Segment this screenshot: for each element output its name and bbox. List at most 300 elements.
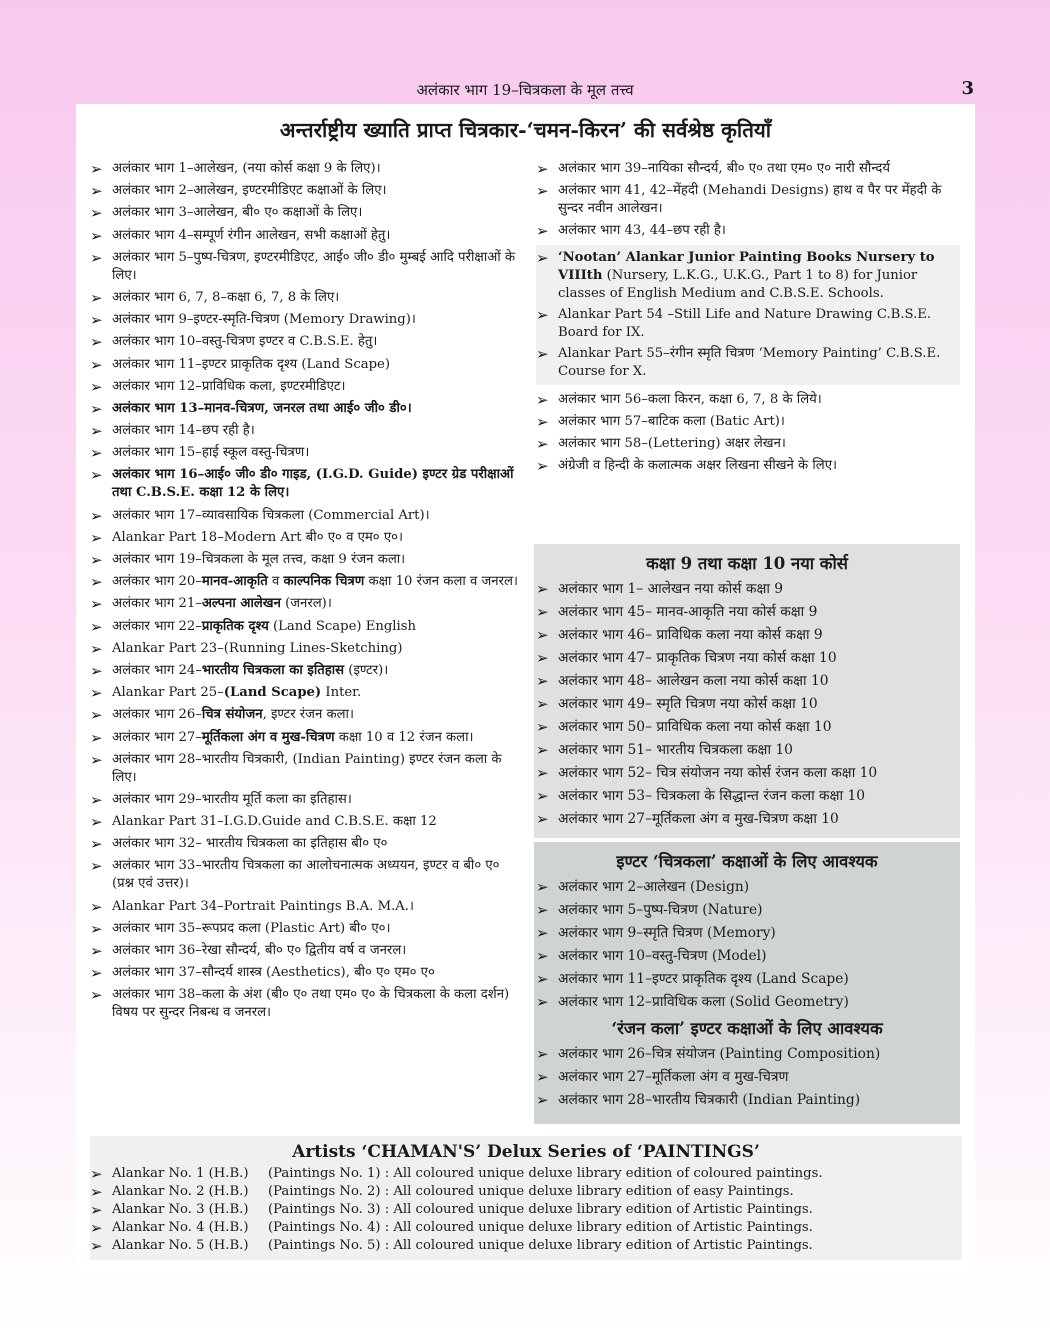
arrow-bullet-icon: ➢ [536,305,549,324]
list-item-text [112,378,520,396]
arrow-bullet-icon: ➢ [536,970,549,988]
arrow-bullet-icon: ➢ [90,1183,103,1201]
list-item [534,787,960,805]
list-item-text [558,626,960,644]
bold-text: मूर्तिकला अंग व मुख-चित्रण [201,729,335,745]
list-item-text [112,204,520,222]
arrow-bullet-icon: ➢ [536,695,549,713]
list-item-text [558,947,960,965]
text-segment: अलंकार भाग 51– भारतीय चित्रकला कक्षा 10 [558,742,793,758]
junior-books-box [536,245,960,385]
arrow-bullet-icon: ➢ [90,1201,103,1219]
text-segment: अलंकार भाग 19–चित्रकला के मूल तत्त्व, कक्षा 9 रंजन कला। [112,552,406,567]
list-item [536,413,960,431]
arrow-bullet-icon: ➢ [90,506,103,525]
list-item-text [558,580,960,598]
text-segment: अलंकार भाग 41, 42–मेंहदी (Mehandi Designs) हाथ व पैर पर मेंहदी के सुन्दर नवीन आलेखन। [558,183,942,217]
arrow-bullet-icon: ➢ [536,649,549,667]
deluxe-series-list [90,1165,962,1255]
text-segment: अलंकार भाग 4–सम्पूर्ण रंगीन आलेखन, सभी कक्षाओं हेतु। [112,227,391,243]
list-item [90,466,520,502]
arrow-bullet-icon: ➢ [90,182,103,201]
arrow-bullet-icon: ➢ [90,750,103,769]
list-item [534,924,960,942]
list-item [90,289,520,307]
deluxe-book-description: (Paintings No. 5) : All coloured unique deluxe library edition of Artistic Paintings. [268,1238,813,1253]
deluxe-book-description: (Paintings No. 1) : All coloured unique deluxe library edition of coloured paintings. [268,1166,823,1181]
text-segment: अलंकार भाग 21– [112,596,202,612]
text-segment: अलंकार भाग 37–सौन्दर्य शास्त्र (Aesthetics), बी० ए० एम० ए० [112,965,435,981]
list-item-text [112,507,520,525]
list-item [90,942,520,960]
list-item-text [558,901,960,919]
text-segment: अलंकार भाग 39–नायिका सौन्दर्य, बी० ए० तथा एम० ए० नारी सौन्दर्य [558,161,891,176]
list-item [90,751,520,787]
text-segment: अलंकार भाग 38–कला के अंश (बी० ए० तथा एम० ए० के चित्रकला के कला दर्शन) विषय पर सुन्दर निबन्ध व जनरल। [112,987,510,1021]
list-item [534,741,960,759]
list-item-text [112,289,520,307]
deluxe-book-description: (Paintings No. 2) : All coloured unique deluxe library edition of easy Paintings. [268,1184,794,1199]
list-item-text [112,551,520,569]
arrow-bullet-icon: ➢ [536,901,549,919]
list-item-text [558,391,960,409]
list-item-text [558,306,960,342]
text-segment: अलंकार भाग 17–व्यावसायिक चित्रकला (Commercial Art)। [112,507,430,523]
list-item [90,400,520,418]
bold-text: अलंकार भाग 13–मानव-चित्रण, जनरल तथा आई० जी० डी०। [112,400,412,416]
text-segment: कक्षा 10 रंजन कला व जनरल। [364,574,518,590]
arrow-bullet-icon: ➢ [90,160,103,178]
arrow-bullet-icon: ➢ [90,942,103,960]
text-segment: Alankar Part 18–Modern Art बी० ए० व एम० ए०। [112,529,403,545]
text-segment: Inter. [321,685,362,701]
list-item [90,920,520,938]
list-item-text [558,1091,960,1109]
inter-drawing-list [534,878,960,1011]
arrow-bullet-icon: ➢ [90,444,103,463]
list-item [90,662,520,680]
list-item [536,222,960,240]
deluxe-book-name: Alankar No. 3 (H.B.) [112,1202,249,1217]
list-item-text [112,573,520,591]
arrow-bullet-icon: ➢ [536,457,549,476]
list-item [536,391,960,409]
list-item-text [558,993,960,1011]
page-header [0,78,1050,102]
arrow-bullet-icon: ➢ [90,466,103,485]
text-segment: (Nursery, L.K.G., U.K.G., Part 1 to 8) for Junior classes of English Medium and C.B.S.E. Schools. [558,267,918,301]
text-segment: (Land Scape) English [268,618,417,634]
list-item [90,706,520,724]
arrow-bullet-icon: ➢ [90,311,103,330]
arrow-bullet-icon: ➢ [90,835,103,854]
list-item [534,1045,960,1063]
text-segment: अलंकार भाग 36–रेखा सौन्दर्य, बी० ए० द्वितीय वर्ष व जनरल। [112,943,407,958]
bold-text: अल्पना आलेखन [201,596,281,612]
list-item-text [112,751,520,787]
list-item-text [558,810,960,828]
list-item [534,901,960,919]
bold-text: मानव-आकृति [201,574,268,590]
arrow-bullet-icon: ➢ [536,434,549,453]
arrow-bullet-icon: ➢ [90,639,103,658]
text-segment: कक्षा 10 व 12 रंजन कला। [334,729,474,745]
list-item-text [558,160,960,178]
list-item [534,947,960,965]
list-item-text [112,640,520,658]
text-segment: अलंकार भाग 32– भारतीय चित्रकला का इतिहास बी० ए० [112,836,388,852]
text-segment: अलंकार भाग 27– [112,729,202,745]
arrow-bullet-icon: ➢ [536,580,549,598]
list-item-text [112,422,520,440]
right-list-top [536,160,960,240]
text-segment: अलंकार भाग 48– आलेखन कला नया कोर्स कक्षा 10 [558,673,829,689]
text-segment: Alankar Part 55–रंगीन स्मृति चित्रण ‘Memory Painting’ C.B.S.E. Course for X. [558,345,941,379]
arrow-bullet-icon: ➢ [536,878,549,896]
list-item [90,964,520,982]
arrow-bullet-icon: ➢ [90,248,103,267]
list-item [90,857,520,893]
list-item [536,160,960,178]
arrow-bullet-icon: ➢ [90,595,103,614]
arrow-bullet-icon: ➢ [90,422,103,441]
arrow-bullet-icon: ➢ [90,1165,103,1183]
arrow-bullet-icon: ➢ [90,528,103,547]
text-segment: अलंकार भाग 14–छप रही है। [112,423,255,439]
text-segment: अलंकार भाग 53– चित्रकला के सिद्धान्त रंजन कला कक्षा 10 [558,788,866,804]
list-item [534,993,960,1011]
list-item [90,684,520,702]
text-segment: अलंकार भाग 10–वस्तु-चित्रण इण्टर व C.B.S.E. हेतु। [112,334,378,350]
ranjan-kala-title: ‘रंजन कला’ इण्टर कक्षाओं के लिए आवश्यक [611,1019,883,1038]
list-item-text [558,970,960,988]
bold-text: भारतीय चित्रकला का इतिहास [201,662,345,678]
list-item-text [558,1068,960,1086]
list-item-text [558,435,960,453]
list-item [90,791,520,809]
text-segment: अलंकार भाग 2–आलेखन, इण्टरमीडिएट कक्षाओं के लिए। [112,183,387,199]
list-item [534,970,960,988]
list-item [536,345,960,381]
arrow-bullet-icon: ➢ [90,986,103,1005]
list-item [90,507,520,525]
arrow-bullet-icon: ➢ [536,182,549,201]
arrow-bullet-icon: ➢ [90,897,103,916]
text-segment: अलंकार भाग 5–पुष्प-चित्रण (Nature) [558,902,763,918]
list-item [90,160,520,178]
text-segment: अलंकार भाग 3–आलेखन, बी० ए० कक्षाओं के लिए। [112,205,363,221]
list-item [90,249,520,285]
deluxe-book-description: (Paintings No. 3) : All coloured unique deluxe library edition of Artistic Paintings. [268,1202,813,1217]
list-item [90,333,520,351]
text-segment: अलंकार भाग 50– प्राविधिक कला नया कोर्स कक्षा 10 [558,719,832,735]
list-item-text [112,444,520,462]
list-item-text [112,729,520,747]
arrow-bullet-icon: ➢ [90,661,103,680]
text-segment: अलंकार भाग 26–चित्र संयोजन (Painting Composition) [558,1046,881,1062]
content-panel [76,104,975,1272]
list-item-text [112,662,520,680]
text-segment: अलंकार भाग 15–हाई स्कूल वस्तु-चित्रण। [112,445,310,461]
list-item-text [112,466,520,502]
deluxe-row [90,1201,962,1219]
list-item-text [112,311,520,329]
arrow-bullet-icon: ➢ [536,1045,549,1063]
arrow-bullet-icon: ➢ [536,222,549,241]
list-item-text [558,182,960,218]
text-segment: अलंकार भाग 28–भारतीय चित्रकारी, (Indian Painting) इण्टर रंजन कला के लिए। [112,751,502,785]
list-item [90,311,520,329]
list-item-text [112,986,520,1022]
list-item [90,618,520,636]
list-item-text [112,706,520,724]
list-item [90,729,520,747]
list-item [90,813,520,831]
text-segment: अलंकार भाग 2–आलेखन (Design) [558,879,750,895]
list-item [90,227,520,245]
list-item [90,898,520,916]
list-item-text [558,345,960,381]
text-segment: अलंकार भाग 5–पुष्प-चित्रण, इण्टरमीडिएट, आई० जी० डी० मुम्बई आदि परीक्षाओं के लिए। [112,249,516,283]
list-item [534,626,960,644]
text-segment: अलंकार भाग 29–भारतीय मूर्ति कला का इतिहास। [112,791,352,807]
text-segment: अलंकार भाग 33–भारतीय चित्रकला का आलोचनात्मक अध्ययन, इण्टर व बी० ए० (प्रश्न एवं उत्तर)। [112,858,500,892]
bold-text: अलंकार भाग 16–आई० जी० डी० गाइड, (I.G.D. Guide) इण्टर ग्रेड परीक्षाओं तथा C.B.S.E. कक्षा 12 के लिए। [112,467,514,501]
list-item [534,603,960,621]
list-item-text [558,787,960,805]
list-item-text [558,695,960,713]
arrow-bullet-icon: ➢ [90,919,103,938]
arrow-bullet-icon: ➢ [90,964,103,983]
deluxe-row [90,1237,962,1255]
list-item [534,580,960,598]
list-item-text [558,718,960,736]
arrow-bullet-icon: ➢ [536,626,549,644]
text-segment: अलंकार भाग 27–मूर्तिकला अंग व मुख-चित्रण [558,1069,789,1085]
arrow-bullet-icon: ➢ [536,1091,549,1109]
list-item-text [112,964,520,982]
text-segment: अलंकार भाग 20– [112,574,202,590]
text-segment: अलंकार भाग 49– स्मृति चित्रण नया कोर्स कक्षा 10 [558,696,818,712]
list-item-text [558,741,960,759]
list-item [90,444,520,462]
list-item-text [112,942,520,960]
deluxe-series-title: Artists ‘CHAMAN'S’ Delux Series of ‘PAINTINGS’ [292,1142,760,1162]
arrow-bullet-icon: ➢ [90,684,103,703]
arrow-bullet-icon: ➢ [90,1219,103,1237]
arrow-bullet-icon: ➢ [90,399,103,418]
arrow-bullet-icon: ➢ [536,993,549,1011]
arrow-bullet-icon: ➢ [90,288,103,307]
list-item-text [112,182,520,200]
list-item [90,551,520,569]
text-segment: (इण्टर)। [344,662,389,678]
text-segment: अलंकार भाग 24– [112,662,202,678]
list-item-text [558,249,960,303]
list-item-text [112,249,520,285]
right-book-list [536,160,960,479]
arrow-bullet-icon: ➢ [536,1068,549,1086]
text-segment: अलंकार भाग 58–(Lettering) अक्षर लेखन। [558,435,786,451]
bold-text: (Land Scape) [223,685,322,701]
arrow-bullet-icon: ➢ [90,617,103,636]
text-segment: अंग्रेजी व हिन्दी के कलात्मक अक्षर लिखना सीखने के लिए। [558,458,838,474]
text-segment: अलंकार भाग 57–बाटिक कला (Batic Art)। [558,413,785,429]
list-item-text [558,764,960,782]
bold-text: चित्र संयोजन [201,707,263,723]
list-item-text [112,227,520,245]
arrow-bullet-icon: ➢ [536,248,549,267]
list-item [90,986,520,1022]
list-item-text [558,924,960,942]
list-item-text [558,222,960,240]
list-item [536,457,960,475]
text-segment: अलंकार भाग 43, 44–छप रही है। [558,223,726,239]
right-list-bottom [536,391,960,476]
list-item [90,356,520,374]
arrow-bullet-icon: ➢ [90,790,103,809]
bold-text: प्राकृतिक दृश्य [201,618,269,634]
arrow-bullet-icon: ➢ [90,1237,103,1255]
text-segment: अलंकार भाग 46– प्राविधिक कला नया कोर्स कक्षा 9 [558,627,823,643]
text-segment: अलंकार भाग 12–प्राविधिक कला (Solid Geometry) [558,994,849,1010]
list-item-text [112,356,520,374]
text-segment: Alankar Part 34–Portrait Paintings B.A. M.A.। [112,898,414,914]
arrow-bullet-icon: ➢ [90,333,103,352]
arrow-bullet-icon: ➢ [90,551,103,569]
text-segment: अलंकार भाग 35–रूपप्रद कला (Plastic Art) बी० ए०। [112,920,391,936]
list-item [90,835,520,853]
inter-drawing-title: इण्टर ‘चित्रकला’ कक्षाओं के लिए आवश्यक [616,852,878,871]
list-item-text [112,529,520,547]
list-item [534,1091,960,1109]
list-item-text [112,333,520,351]
arrow-bullet-icon: ➢ [90,857,103,876]
list-item [534,672,960,690]
list-item [536,306,960,342]
text-segment: अलंकार भाग 56–कला किरन, कक्षा 6, 7, 8 के लिये। [558,391,822,407]
list-item [90,182,520,200]
list-item-text [558,649,960,667]
list-item-text [112,920,520,938]
list-item-text [112,857,520,893]
list-item [534,764,960,782]
arrow-bullet-icon: ➢ [536,672,549,690]
text-segment: अलंकार भाग 10–वस्तु-चित्रण (Model) [558,948,767,964]
deluxe-row [90,1219,962,1237]
arrow-bullet-icon: ➢ [536,718,549,736]
list-item [534,649,960,667]
list-item-text [112,400,520,418]
list-item [534,695,960,713]
text-segment: अलंकार भाग 52– चित्र संयोजन नया कोर्स रंजन कला कक्षा 10 [558,765,878,781]
arrow-bullet-icon: ➢ [90,706,103,725]
list-item-text [112,791,520,809]
list-item [536,435,960,453]
arrow-bullet-icon: ➢ [90,573,103,592]
arrow-bullet-icon: ➢ [90,204,103,223]
arrow-bullet-icon: ➢ [536,741,549,759]
text-segment: Alankar Part 31–I.G.D.Guide and C.B.S.E. कक्षा 12 [112,814,437,830]
deluxe-row [90,1183,962,1201]
main-title: अन्तर्राष्ट्रीय ख्याति प्राप्त चित्रकार-‘चमन-किरन’ की सर्वश्रेष्ठ कृतियाँ [279,118,772,142]
new-course-section [534,544,960,838]
text-segment: अलंकार भाग 45– मानव-आकृति नया कोर्स कक्षा 9 [558,604,818,620]
list-item [90,378,520,396]
deluxe-book-name: Alankar No. 2 (H.B.) [112,1184,249,1199]
arrow-bullet-icon: ➢ [536,947,549,965]
text-segment: Alankar Part 23–(Running Lines-Sketching) [112,640,403,656]
list-item-text [558,1045,960,1063]
list-item [534,718,960,736]
text-segment: अलंकार भाग 22– [112,618,202,634]
list-item-text [112,813,520,831]
text-segment: Alankar Part 25– [112,685,224,701]
arrow-bullet-icon: ➢ [536,924,549,942]
deluxe-book-description: (Paintings No. 4) : All coloured unique deluxe library edition of Artistic Paintings. [268,1220,813,1235]
arrow-bullet-icon: ➢ [536,344,549,363]
list-item-text [558,672,960,690]
arrow-bullet-icon: ➢ [90,355,103,374]
arrow-bullet-icon: ➢ [90,377,103,396]
list-item [90,640,520,658]
arrow-bullet-icon: ➢ [90,226,103,245]
ranjan-kala-list [534,1045,960,1109]
list-item-text [112,835,520,853]
arrow-bullet-icon: ➢ [90,813,103,832]
deluxe-book-name: Alankar No. 5 (H.B.) [112,1238,249,1253]
list-item [534,1068,960,1086]
arrow-bullet-icon: ➢ [536,390,549,409]
arrow-bullet-icon: ➢ [536,603,549,621]
arrow-bullet-icon: ➢ [536,810,549,828]
text-segment: अलंकार भाग 9–स्मृति चित्रण (Memory) [558,925,776,941]
arrow-bullet-icon: ➢ [536,764,549,782]
text-segment: अलंकार भाग 47– प्राकृतिक चित्रण नया कोर्स कक्षा 10 [558,650,837,666]
text-segment: अलंकार भाग 12–प्राविधिक कला, इण्टरमीडिएट। [112,378,346,394]
deluxe-book-name: Alankar No. 1 (H.B.) [112,1166,249,1181]
text-segment: (जनरल)। [280,596,332,612]
list-item-text [112,684,520,702]
list-item [90,573,520,591]
list-item [90,422,520,440]
deluxe-book-name: Alankar No. 4 (H.B.) [112,1220,249,1235]
text-segment: अलंकार भाग 28–भारतीय चित्रकारी (Indian Painting) [558,1092,861,1108]
text-segment: अलंकार भाग 1–आलेखन, (नया कोर्स कक्षा 9 के लिए)। [112,161,381,176]
text-segment: अलंकार भाग 6, 7, 8–कक्षा 6, 7, 8 के लिए। [112,289,340,305]
text-segment: व [267,574,284,590]
text-segment: अलंकार भाग 27–मूर्तिकला अंग व मुख-चित्रण कक्षा 10 [558,811,839,827]
list-item-text [558,878,960,896]
arrow-bullet-icon: ➢ [90,728,103,747]
arrow-bullet-icon: ➢ [536,412,549,431]
left-book-list [90,160,520,1027]
list-item [90,595,520,613]
text-segment: अलंकार भाग 26– [112,707,202,723]
list-item [534,810,960,828]
list-item-text [558,457,960,475]
text-segment: Alankar Part 54 –Still Life and Nature Drawing C.B.S.E. Board for IX. [558,306,932,340]
list-item [90,204,520,222]
text-segment: अलंकार भाग 1– आलेखन नया कोर्स कक्षा 9 [558,581,784,597]
text-segment: अलंकार भाग 9–इण्टर-स्मृति-चित्रण (Memory Drawing)। [112,312,416,328]
list-item [534,878,960,896]
inter-sections [534,842,960,1124]
list-item-text [558,413,960,431]
list-item-text [558,603,960,621]
new-course-list [534,580,960,828]
bold-text: ‘Nootan’ Alankar Junior Painting Books Nursery to VIIIth [558,249,935,283]
